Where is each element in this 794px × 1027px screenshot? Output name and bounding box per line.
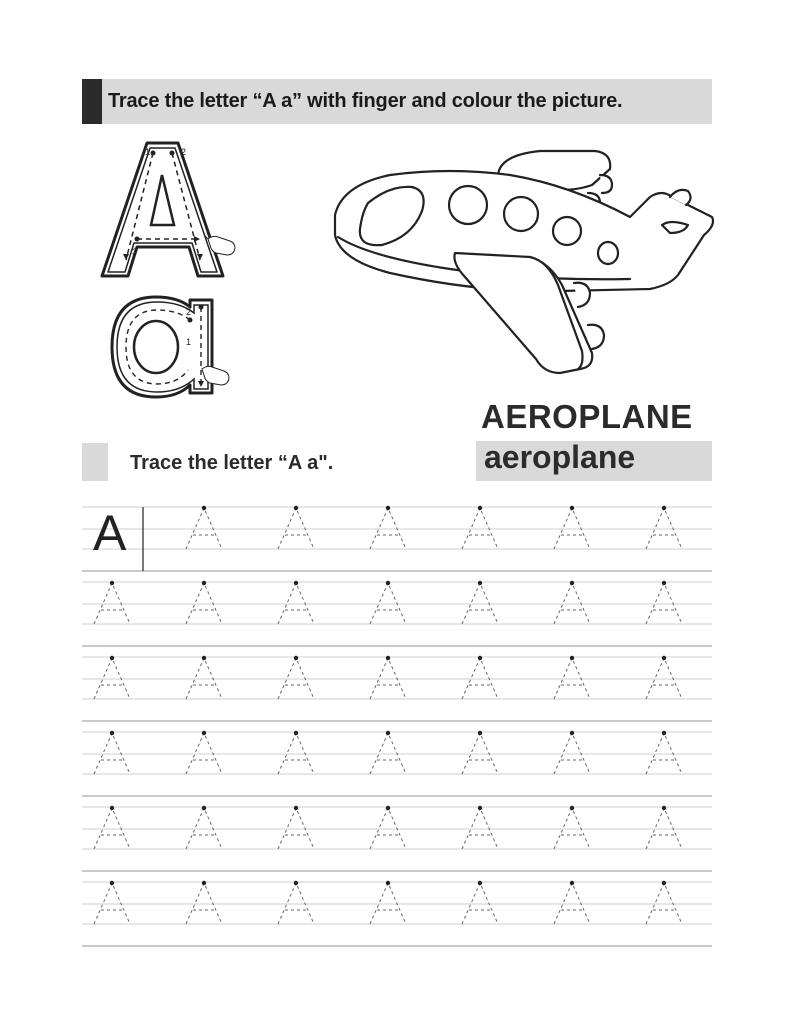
trace-letter-a[interactable] xyxy=(94,806,130,849)
model-letter: A xyxy=(93,505,127,561)
trace-subtitle: Trace the letter “A a". xyxy=(130,452,334,474)
trace-letter-a[interactable] xyxy=(370,731,406,774)
trace-letter-a[interactable] xyxy=(94,731,130,774)
trace-letter-a[interactable] xyxy=(278,581,314,624)
upper-stroke-number-1: 1 xyxy=(145,147,151,157)
trace-letter-a[interactable] xyxy=(554,581,590,624)
title-accent-mark xyxy=(82,79,102,124)
upper-stroke-number-2: 2 xyxy=(181,147,187,157)
instruction-title-bar xyxy=(82,79,712,124)
trace-letter-a[interactable] xyxy=(278,806,314,849)
trace-letter-a[interactable] xyxy=(462,506,498,549)
trace-letter-a[interactable] xyxy=(462,656,498,699)
tracing-practice-grid xyxy=(0,495,794,965)
trace-letter-a[interactable] xyxy=(278,506,314,549)
trace-letter-a[interactable] xyxy=(370,581,406,624)
trace-letter-a[interactable] xyxy=(186,581,222,624)
trace-letter-a[interactable] xyxy=(186,806,222,849)
lower-stroke-number-1: 1 xyxy=(186,337,192,347)
trace-letter-a[interactable] xyxy=(646,881,682,924)
trace-letter-a[interactable] xyxy=(554,656,590,699)
trace-letter-a[interactable] xyxy=(646,731,682,774)
trace-letter-a[interactable] xyxy=(554,881,590,924)
trace-letter-a[interactable] xyxy=(554,731,590,774)
trace-letter-a[interactable] xyxy=(554,806,590,849)
guide-letters xyxy=(90,135,250,405)
picture-word-uppercase: AEROPLANE xyxy=(481,398,693,435)
trace-letter-a[interactable] xyxy=(94,881,130,924)
trace-letter-a[interactable] xyxy=(370,506,406,549)
picture-word-lowercase-bar xyxy=(476,441,712,481)
guide-lowercase-a xyxy=(112,297,229,397)
trace-letter-a[interactable] xyxy=(370,656,406,699)
trace-letter-a[interactable] xyxy=(186,656,222,699)
trace-letter-a[interactable] xyxy=(646,581,682,624)
trace-letter-a[interactable] xyxy=(186,731,222,774)
trace-letter-a[interactable] xyxy=(278,656,314,699)
instruction-title: Trace the letter “A a” with finger and colour the picture. xyxy=(108,90,623,112)
subtitle-accent-mark xyxy=(82,443,108,481)
upper-stroke-number-3: 3 xyxy=(132,247,138,257)
trace-letter-a[interactable] xyxy=(278,731,314,774)
trace-letter-a[interactable] xyxy=(278,881,314,924)
trace-letter-a[interactable] xyxy=(370,806,406,849)
trace-letter-a[interactable] xyxy=(462,731,498,774)
aeroplane-icon xyxy=(330,145,720,390)
trace-letter-a[interactable] xyxy=(462,581,498,624)
trace-letter-a[interactable] xyxy=(186,506,222,549)
trace-letter-a[interactable] xyxy=(646,656,682,699)
trace-letter-a[interactable] xyxy=(370,881,406,924)
trace-letter-a[interactable] xyxy=(462,806,498,849)
trace-letter-a[interactable] xyxy=(186,881,222,924)
trace-letter-a[interactable] xyxy=(94,581,130,624)
trace-letter-a[interactable] xyxy=(462,881,498,924)
lower-stroke-number-2: 2 xyxy=(186,307,192,317)
trace-letter-a[interactable] xyxy=(94,656,130,699)
trace-letter-a[interactable] xyxy=(554,506,590,549)
guide-uppercase-a xyxy=(102,143,235,276)
picture-word-lowercase: aeroplane xyxy=(484,439,636,475)
trace-letter-a[interactable] xyxy=(646,506,682,549)
trace-letter-a[interactable] xyxy=(646,806,682,849)
